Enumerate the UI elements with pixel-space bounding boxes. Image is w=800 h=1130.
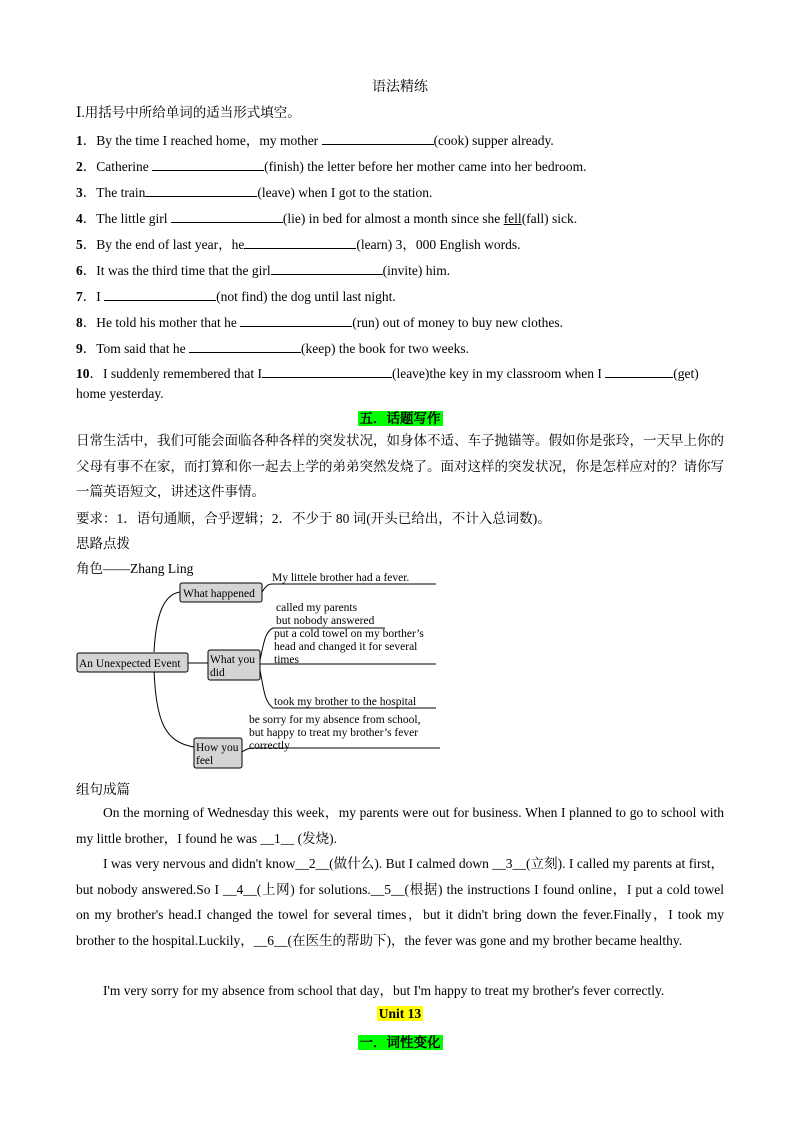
mindmap-note: called my parents (276, 602, 358, 614)
item-number: 10 (76, 366, 90, 381)
mindmap-branch-label-1: What happened (183, 588, 255, 600)
answer-blank[interactable] (262, 365, 392, 378)
section-heading-5-text: 五．话题写作 (359, 411, 441, 426)
mindmap-branch-label-2a: What you (210, 654, 256, 666)
item-text: (get) (673, 366, 699, 381)
item-text: He told his mother that he (96, 315, 241, 330)
writing-prompt: 日常生活中，我们可能会面临各种各样的突发状况，如身体不适、车子抛锚等。假如你是张玲，一天早上你的父母有事不在家，而打算和你一起去上学的弟弟突然发烧了。面对这样的突发状况，你是怎样应对的？请你写一篇英语短文，讲述这件事情。 (76, 433, 724, 499)
item-text: It was the third time that the girl (96, 263, 271, 278)
item-text: By the end of last year，he (96, 237, 245, 252)
item-text: By the time I reached home，my mother (96, 133, 322, 148)
item-number: 6 (76, 263, 83, 278)
exercise-item: 2．Catherine (finish) the letter before her mother came into her bedroom. (76, 159, 587, 174)
answer-blank[interactable] (605, 365, 673, 378)
item-number: 7 (76, 289, 83, 304)
exercise-item: 4．The little girl (lie) in bed for almost a month since she fell(fall) sick. (76, 211, 578, 226)
underlined-word: fell (503, 211, 522, 226)
item-text: (run) out of money to buy new clothes. (352, 315, 563, 330)
mindmap-note: be sorry for my absence from school, (249, 714, 421, 726)
answer-blank[interactable] (104, 288, 216, 301)
writing-requirement: 要求：1．语句通顺，合乎逻辑；2．不少于 80 词(开头已给出，不计入总词数)。 (76, 511, 551, 526)
compose-label: 组句成篇 (76, 782, 130, 797)
exercise-item: 10．I suddenly remembered that I (leave)the key in my classroom when I (get) (76, 366, 699, 381)
answer-blank[interactable] (152, 158, 264, 171)
mindmap-branch-label-2b: did (210, 667, 225, 679)
item-text: (cook) supper already. (433, 133, 554, 148)
section-heading-1 (0, 1031, 800, 1051)
item-text: (invite) him. (382, 263, 451, 278)
answer-blank[interactable] (189, 340, 301, 353)
role-line: 角色——Zhang Ling (76, 561, 194, 576)
exercise-item: 7．I (not find) the dog until last night. (76, 289, 396, 304)
item-number: 9 (76, 341, 83, 356)
item-number: 8 (76, 315, 83, 330)
mindmap-branch-label-3a: How you (196, 742, 239, 754)
answer-blank[interactable] (240, 314, 352, 327)
compose-paragraph-2: I was very nervous and didn't know__2__(做什么). But I calmed down __3__(立刻). I called my parents at first，but nobody answered.So I __4__(上网) for solutions.__5__(根据) the instructions I found online，I put a cold towel on my brother's head.I changed the towel for several times，but it didn't bring down the fever.Finally，I took my brother to the hospital.Luckily，__6__(在医生的帮助下)，the fever was gone and my brother became healthy. (76, 856, 724, 948)
item-number: 4 (76, 211, 83, 226)
item-number: 3 (76, 185, 83, 200)
exercise-item: 5．By the end of last year，he (learn) 3，000 English words. (76, 237, 521, 252)
item-text: (not find) the dog until last night. (216, 289, 396, 304)
mindmap-note: took my brother to the hospital (274, 696, 417, 708)
unit-heading (0, 1006, 800, 1022)
exercise-item: 6．It was the third time that the girl (invite) him. (76, 263, 451, 278)
answer-blank[interactable] (171, 210, 283, 223)
mindmap-note: but happy to treat my brother’s fever (249, 727, 419, 739)
compose-paragraph-3: I'm very sorry for my absence from school that day，but I'm happy to treat my brother's fever correctly. (103, 983, 665, 998)
item-text: (keep) the book for two weeks. (301, 341, 469, 356)
exercise-item: 1．By the time I reached home，my mother (cook) supper already. (76, 133, 554, 148)
mindmap-branch-label-3b: feel (196, 755, 214, 767)
item-text: I suddenly remembered that I (103, 366, 262, 381)
answer-blank[interactable] (244, 236, 356, 249)
hint-label: 思路点拨 (76, 536, 130, 551)
item-text: (fall) sick. (521, 211, 578, 226)
answer-blank[interactable] (322, 132, 434, 145)
item-text: I (96, 289, 105, 304)
item-text: (leave) when I got to the station. (257, 185, 433, 200)
item-text: The train (96, 185, 146, 200)
mindmap-note: My littele brother had a fever. (272, 572, 410, 584)
compose-paragraph-1: On the morning of Wednesday this week，my parents were out for business. When I planned to go to school with my little brother，I found he was __1__ (发烧). (76, 805, 724, 846)
exercise-item: 9．Tom said that he (keep) the book for two weeks. (76, 341, 469, 356)
mindmap-note: head and changed it for several (274, 641, 418, 653)
item-number: 5 (76, 237, 83, 252)
mindmap-center-label: An Unexpected Event (79, 658, 181, 670)
item-text: (leave)the key in my classroom when I (391, 366, 606, 381)
exercise-item-continuation: home yesterday. (76, 386, 164, 401)
section-heading-5 (0, 407, 800, 427)
instruction: Ⅰ.用括号中所给单词的适当形式填空。 (76, 105, 301, 120)
item-text: Tom said that he (96, 341, 190, 356)
mindmap-note: but nobody answered (276, 615, 375, 627)
item-text: The little girl (96, 211, 171, 226)
section-heading-1-text: 一．词性变化 (359, 1035, 441, 1050)
mindmap-note: times (274, 654, 299, 666)
item-text: (finish) the letter before her mother came into her bedroom. (264, 159, 587, 174)
unit-heading-text: Unit 13 (378, 1006, 422, 1021)
item-text: (learn) 3，000 English words. (356, 237, 521, 252)
mind-map (70, 572, 450, 777)
item-text: (lie) in bed for almost a month since she (282, 211, 504, 226)
answer-blank[interactable] (145, 184, 257, 197)
page-title: 语法精练 (372, 80, 428, 95)
mindmap-note: correctly (249, 740, 290, 752)
answer-blank[interactable] (271, 262, 383, 275)
item-text: Catherine (96, 159, 153, 174)
exercise-item: 3．The train (leave) when I got to the station. (76, 185, 433, 200)
mindmap-note: put a cold towel on my borther’s (274, 628, 424, 640)
exercise-item: 8．He told his mother that he (run) out of money to buy new clothes. (76, 315, 563, 330)
item-number: 2 (76, 159, 83, 174)
item-number: 1 (76, 133, 83, 148)
